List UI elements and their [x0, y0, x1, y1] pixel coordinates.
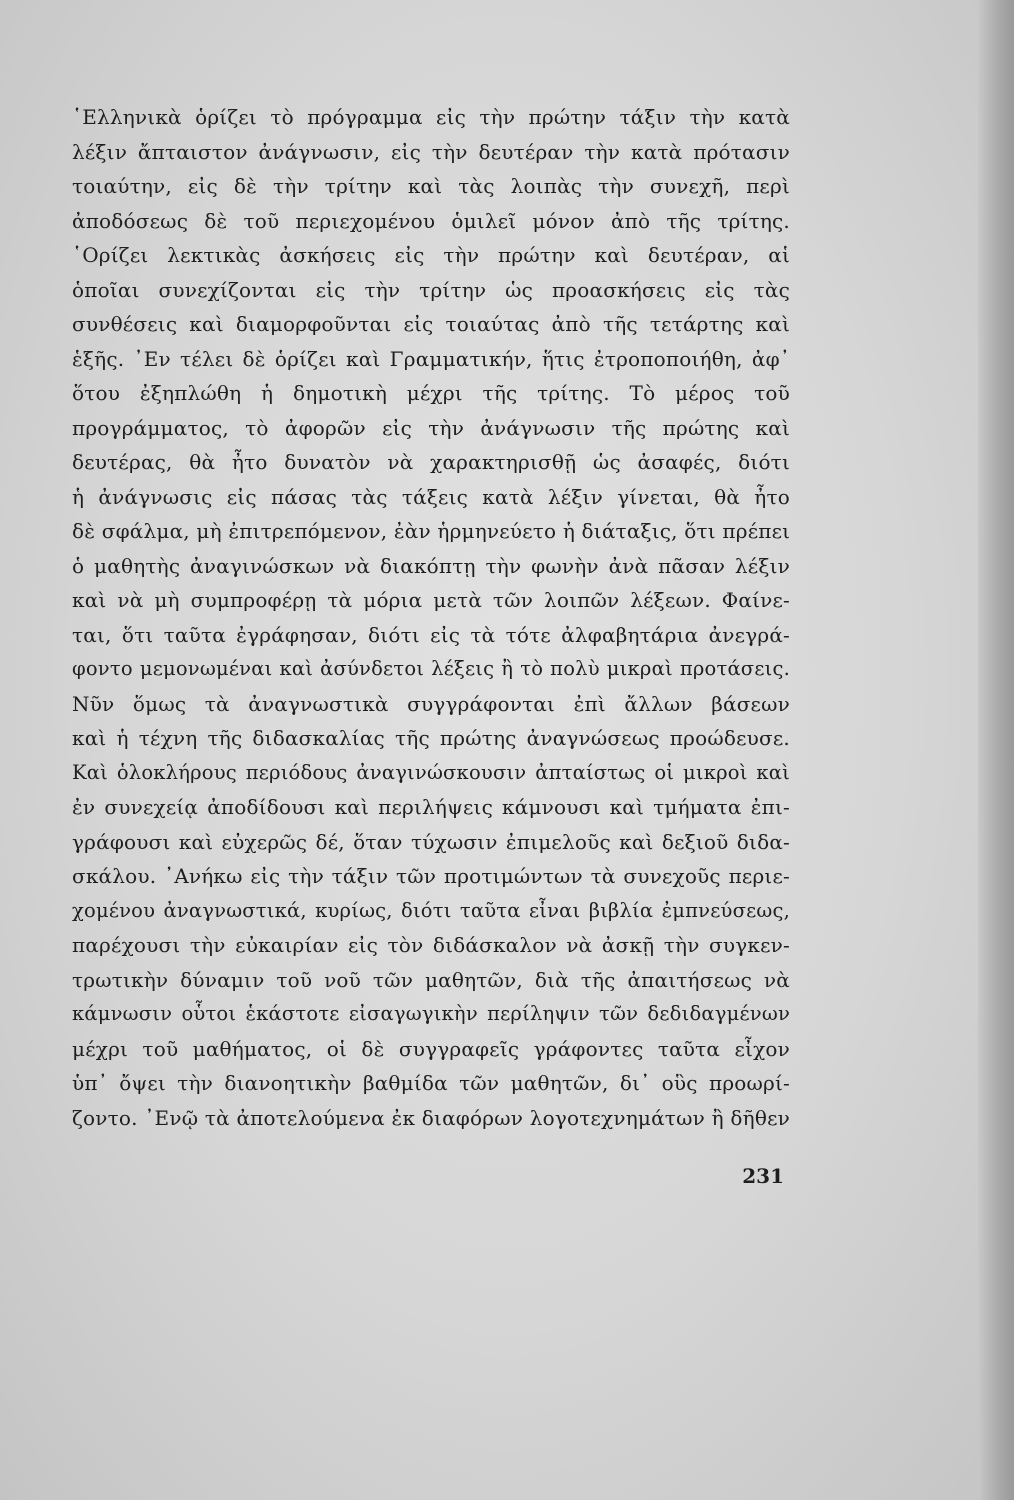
- text-line: ὑπ᾿ ὄψει τὴν διανοητικὴν βαθμίδα τῶν μαθητῶν, δι᾿ οὓς προωρί-: [72, 1071, 790, 1095]
- text-line: Νῦν ὅμως τὰ ἀναγνωστικὰ συγγράφονται ἐπὶ ἄλλων βάσεων: [72, 691, 790, 716]
- text-line: δὲ σφάλμα, μὴ ἐπιτρεπόμενον, ἐὰν ἡρμηνεύετο ἡ διάταξις, ὅτι πρέπει: [72, 519, 791, 543]
- text-line: παρέχουσι τὴν εὐκαιρίαν εἰς τὸν διδάσκαλον νὰ ἀσκῇ τὴν συγκεν-: [72, 933, 790, 957]
- page-edge-shadow: [978, 0, 1014, 1500]
- text-line: τοιαύτην, εἰς δὲ τὴν τρίτην καὶ τὰς λοιπὰς τὴν συνεχῆ, περὶ: [72, 174, 790, 198]
- text-line: ῾Ορίζει λεκτικὰς ἀσκήσεις εἰς τὴν πρώτην καὶ δευτέραν, αἱ: [72, 243, 790, 267]
- page-number: 231: [742, 1164, 784, 1188]
- text-line: Καὶ ὁλοκλήρους περιόδους ἀναγινώσκουσιν ἀπταίστως οἱ μικροὶ καὶ: [72, 760, 790, 784]
- text-line: τρωτικὴν δύναμιν τοῦ νοῦ τῶν μαθητῶν, διὰ τῆς ἀπαιτήσεως νὰ: [72, 967, 790, 992]
- text-line: ὅτου ἐξηπλώθη ἡ δημοτικὴ μέχρι τῆς τρίτης. Τὸ μέρος τοῦ: [72, 381, 790, 405]
- text-line: προγράμματος, τὸ ἀφορῶν εἰς τὴν ἀνάγνωσιν τῆς πρώτης καὶ: [72, 415, 790, 440]
- text-line: ὁ μαθητὴς ἀναγινώσκων νὰ διακόπτῃ τὴν φωνὴν ἀνὰ πᾶσαν λέξιν: [72, 553, 790, 578]
- text-line: ζοντο. ᾿Ενῷ τὰ ἀποτελούμενα ἐκ διαφόρων λογοτεχνημάτων ἢ δῆθεν: [72, 1105, 790, 1130]
- text-line: δευτέρας, θὰ ἦτο δυνατὸν νὰ χαρακτηρισθῇ ὡς ἀσαφές, διότι: [72, 450, 790, 474]
- body-text: [72, 100, 790, 1135]
- text-line: ἀποδόσεως δὲ τοῦ περιεχομένου ὁμιλεῖ μόνον ἀπὸ τῆς τρίτης.: [72, 208, 790, 233]
- text-line: ὁποῖαι συνεχίζονται εἰς τὴν τρίτην ὡς προασκήσεις εἰς τὰς: [72, 277, 790, 302]
- text-line: συνθέσεις καὶ διαμορφοῦνται εἰς τοιαύτας ἀπὸ τῆς τετάρτης καὶ: [72, 312, 790, 336]
- text-line: καὶ νὰ μὴ συμπροφέρῃ τὰ μόρια μετὰ τῶν λοιπῶν λέξεων. Φαίνε-: [72, 588, 790, 612]
- text-line: ἐν συνεχείᾳ ἀποδίδουσι καὶ περιλήψεις κάμνουσι καὶ τμήματα ἐπι-: [72, 795, 790, 819]
- text-line: γράφουσι καὶ εὐχερῶς δέ, ὅταν τύχωσιν ἐπιμελοῦς καὶ δεξιοῦ διδα-: [72, 829, 790, 854]
- text-line: καὶ ἡ τέχνη τῆς διδασκαλίας τῆς πρώτης ἀναγνώσεως προώδευσε.: [72, 726, 790, 750]
- text-line: ται, ὅτι ταῦτα ἐγράφησαν, διότι εἰς τὰ τότε ἀλφαβητάρια ἀνεγρά-: [72, 622, 790, 647]
- text-line: φοντο μεμονωμέναι καὶ ἀσύνδετοι λέξεις ἢ τὸ πολὺ μικραὶ προτάσεις.: [72, 657, 790, 680]
- text-line: λέξιν ἄπταιστον ἀνάγνωσιν, εἰς τὴν δευτέραν τὴν κατὰ πρότασιν: [72, 139, 790, 164]
- text-line: μέχρι τοῦ μαθήματος, οἱ δὲ συγγραφεῖς γράφοντες ταῦτα εἶχον: [72, 1036, 790, 1061]
- text-line: ῾Ελληνικὰ ὁρίζει τὸ πρόγραμμα εἰς τὴν πρώτην τάξιν τὴν κατὰ: [72, 105, 790, 129]
- text-line: σκάλου. ᾿Ανήκω εἰς τὴν τάξιν τῶν προτιμώντων τὰ συνεχοῦς περιε-: [72, 864, 790, 888]
- text-line: ἑξῆς. ᾿Εν τέλει δὲ ὁρίζει καὶ Γραμματικήν, ἥτις ἐτροποποιήθη, ἀφ᾿: [72, 346, 790, 371]
- text-line: ἡ ἀνάγνωσις εἰς πάσας τὰς τάξεις κατὰ λέξιν γίνεται, θὰ ἦτο: [72, 484, 790, 509]
- text-line: κάμνωσιν οὗτοι ἑκάστοτε εἰσαγωγικὴν περίληψιν τῶν δεδιδαγμένων: [72, 1002, 790, 1025]
- text-line: χομένου ἀναγνωστικά, κυρίως, διότι ταῦτα εἶναι βιβλία ἐμπνεύσεως,: [72, 898, 790, 922]
